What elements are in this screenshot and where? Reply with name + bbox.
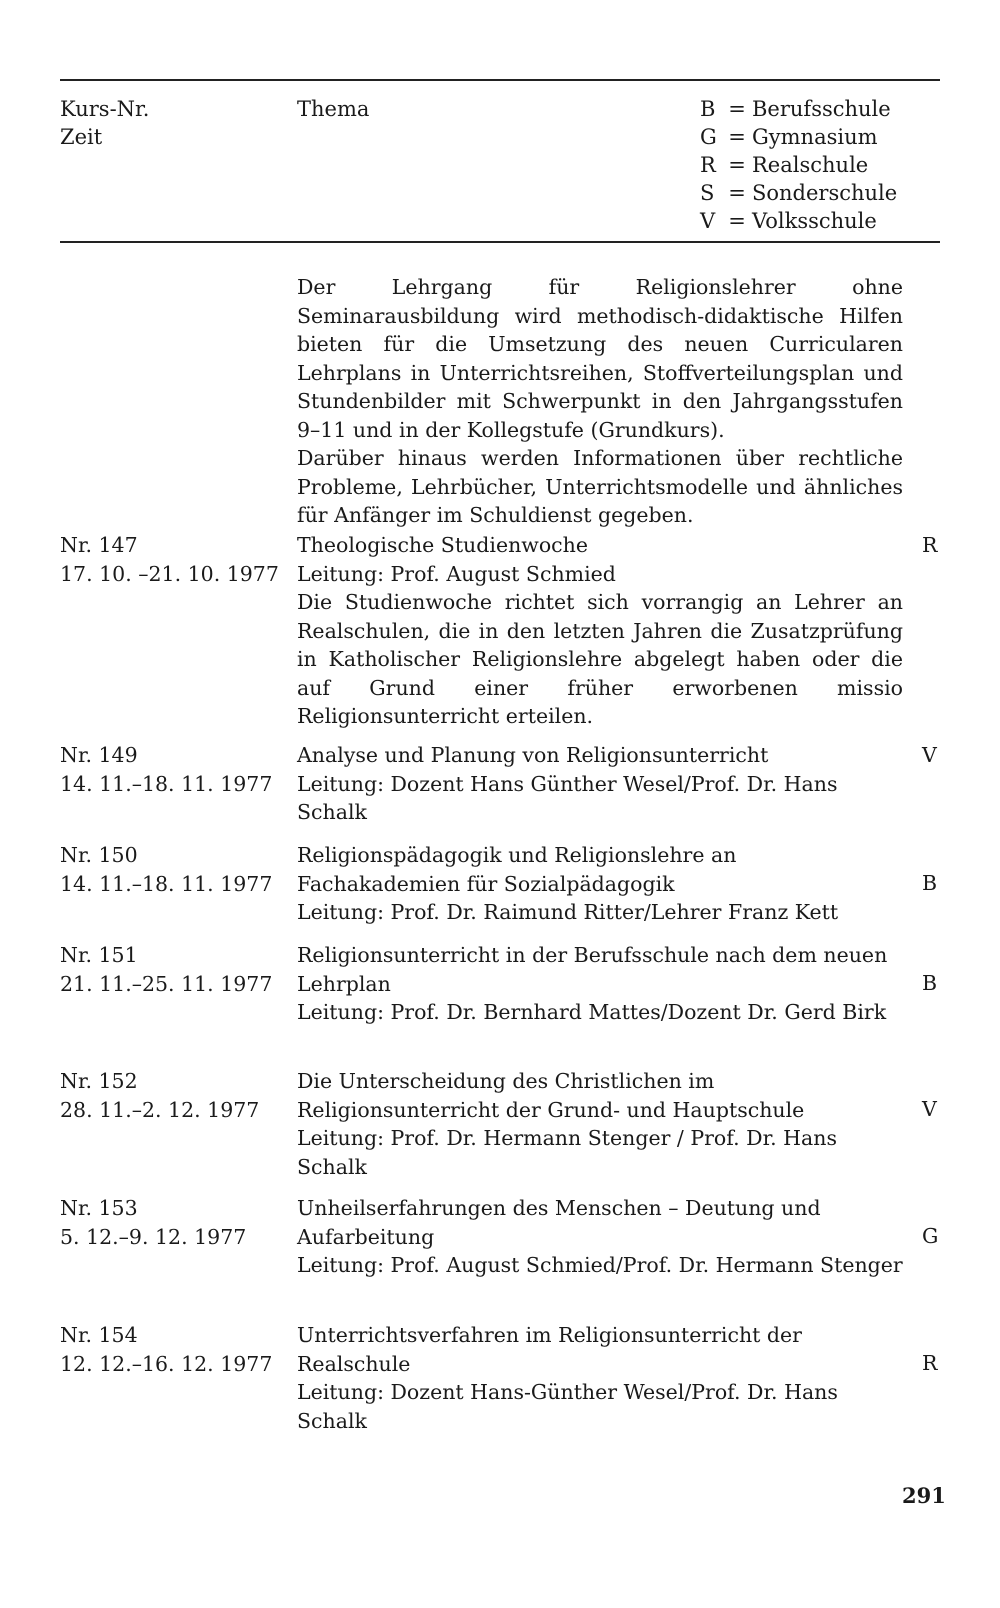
- course-meta: [60, 841, 290, 898]
- course-meta: [60, 1321, 290, 1378]
- course-leitung: Leitung: Prof. August Schmied: [297, 561, 616, 586]
- page-number: 291: [902, 1483, 946, 1508]
- course-date: 28. 11.–2. 12. 1977: [60, 1097, 260, 1122]
- course-date: 5. 12.–9. 12. 1977: [60, 1224, 247, 1249]
- school-code: V: [922, 743, 937, 767]
- course-date: 14. 11.–18. 11. 1977: [60, 871, 273, 896]
- school-code: B: [922, 871, 938, 895]
- course-title: Theologische Studienwoche: [297, 533, 588, 557]
- course-date: 14. 11.–18. 11. 1977: [60, 771, 273, 796]
- course-date: 21. 11.–25. 11. 1977: [60, 971, 273, 996]
- course-number: Nr. 152: [60, 1069, 138, 1093]
- school-code: R: [922, 533, 938, 557]
- course-title: Analyse und Planung von Religionsunterricht: [297, 743, 769, 767]
- course-number: Nr. 153: [60, 1196, 138, 1220]
- course-body: [297, 841, 903, 927]
- course-body: [297, 1067, 903, 1181]
- course-body: [297, 1321, 903, 1435]
- header-bottom-rule: [60, 241, 940, 243]
- school-type-legend: [700, 95, 897, 235]
- course-meta: [60, 531, 290, 588]
- course-body: [297, 1194, 903, 1280]
- intro-paragraph-1: Der Lehrgang für Religionslehrer ohne Seminarausbildung wird methodisch-didaktische Hilfen bieten für die Umsetzung des neuen Curricularen Lehrplans in Unterrichtsreihen, Stoffverteilungsplan und Stundenbilder mit Schwerpunkt in den Jahrgangsstufen 9–11 und in der Kollegstufe (Grundkurs).: [297, 275, 903, 442]
- legend-row-g: G = Gymnasium: [700, 125, 878, 149]
- course-leitung: Leitung: Dozent Hans Günther Wesel/Prof. Dr. Hans Schalk: [297, 771, 838, 824]
- course-meta: [60, 741, 290, 798]
- course-date: 17. 10. –21. 10. 1977: [60, 561, 279, 586]
- header-kurs-zeit: [60, 95, 149, 151]
- course-title: Religionspädagogik und Religionslehre an Fachakademien für Sozialpädagogik: [297, 843, 737, 896]
- course-meta: [60, 1194, 290, 1251]
- course-leitung: Leitung: Prof. Dr. Hermann Stenger / Prof. Dr. Hans Schalk: [297, 1126, 837, 1179]
- legend-row-b: B = Berufsschule: [700, 97, 891, 121]
- course-body: [297, 531, 903, 731]
- course-body: [297, 741, 903, 827]
- course-number: Nr. 149: [60, 743, 138, 767]
- school-code: R: [922, 1351, 938, 1375]
- intro-text: [297, 273, 903, 530]
- zeit-label: Zeit: [60, 125, 103, 149]
- course-leitung: Leitung: Prof. Dr. Bernhard Mattes/Dozent Dr. Gerd Birk: [297, 1000, 887, 1024]
- course-leitung: Leitung: Dozent Hans-Günther Wesel/Prof. Dr. Hans Schalk: [297, 1380, 838, 1433]
- school-code: G: [922, 1224, 939, 1248]
- course-meta: [60, 1067, 290, 1124]
- course-number: Nr. 150: [60, 843, 138, 867]
- course-number: Nr. 154: [60, 1323, 138, 1347]
- kurs-nr-label: Kurs-Nr.: [60, 97, 150, 121]
- course-meta: [60, 941, 290, 998]
- course-body: [297, 941, 903, 1027]
- course-date: 12. 12.–16. 12. 1977: [60, 1351, 273, 1376]
- course-title: Religionsunterricht in der Berufsschule nach dem neuen Lehrplan: [297, 943, 888, 996]
- top-rule: [60, 79, 940, 81]
- course-number: Nr. 147: [60, 533, 138, 557]
- course-title: Unheilserfahrungen des Menschen – Deutung und Aufarbeitung: [297, 1196, 821, 1249]
- legend-row-v: V = Volksschule: [700, 209, 877, 233]
- legend-row-s: S = Sonderschule: [700, 181, 898, 205]
- thema-label: Thema: [297, 97, 370, 121]
- course-title: Die Unterscheidung des Christlichen im Religionsunterricht der Grund- und Hauptschule: [297, 1069, 805, 1122]
- course-title: Unterrichtsverfahren im Religionsunterricht der Realschule: [297, 1323, 802, 1376]
- school-code: V: [922, 1097, 937, 1121]
- course-leitung: Leitung: Prof. August Schmied/Prof. Dr. Hermann Stenger: [297, 1253, 903, 1277]
- legend-row-r: R = Realschule: [700, 153, 869, 177]
- course-number: Nr. 151: [60, 943, 138, 967]
- school-code: B: [922, 971, 938, 995]
- intro-paragraph-2: Darüber hinaus werden Informationen über rechtliche Probleme, Lehrbücher, Unterrichtsmodelle und ähnliches für Anfänger im Schuldienst gegeben.: [297, 446, 903, 527]
- course-description: Die Studienwoche richtet sich vorrangig an Lehrer an Realschulen, die in den letzten Jahren die Zusatzprüfung in Katholischer Religionslehre abgelegt haben oder die auf Grund einer früher erworbenen missio Religionsunterricht erteilen.: [297, 590, 903, 728]
- course-leitung: Leitung: Prof. Dr. Raimund Ritter/Lehrer Franz Kett: [297, 900, 839, 924]
